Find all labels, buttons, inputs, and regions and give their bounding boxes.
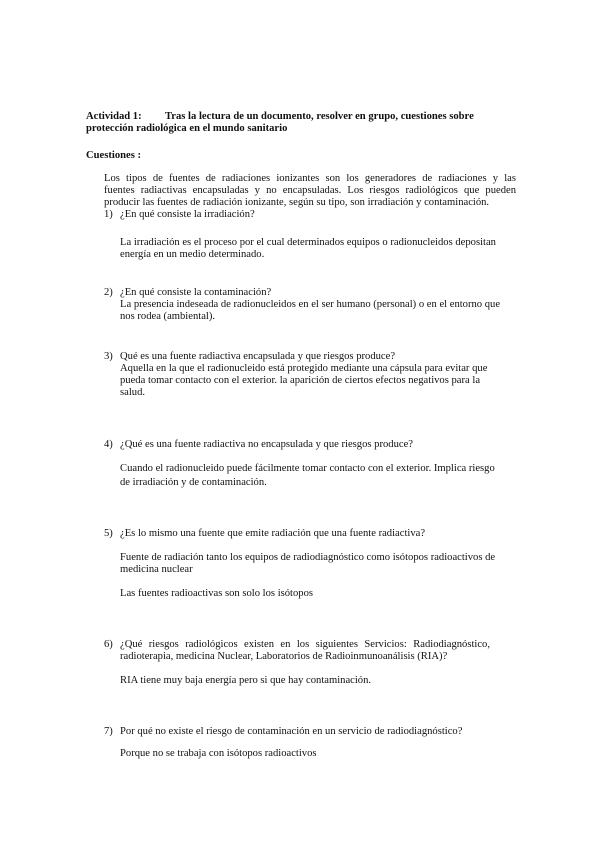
answer-line: de irradiación y de contaminación. — [120, 477, 267, 488]
answer-line: pueda tomar contacto con el exterior. la aparición de ciertos efectos negativos para la — [120, 375, 481, 386]
answer-line: Cuando el radionucleido puede fácilmente tomar contacto con el exterior. Implica riesgo — [120, 463, 495, 474]
question-number: 1) — [104, 209, 113, 220]
answer-line: La irradiación es el proceso por el cual determinados equipos o radionucleidos depositan — [120, 237, 496, 248]
answer-line: nos rodea (ambiental). — [120, 311, 216, 322]
answer-line: Fuente de radiación tanto los equipos de radiodiagnóstico como isótopos radioactivos de — [120, 552, 496, 563]
question-text: ¿Es lo mismo una fuente que emite radiación que una fuente radiactiva? — [120, 528, 426, 539]
question-text: Qué es una fuente radiactiva encapsulada y que riesgos produce? — [120, 351, 396, 362]
activity-label: Actividad 1: — [86, 111, 142, 122]
question-number: 6) — [104, 639, 113, 650]
question-text: ¿Qué es una fuente radiactiva no encapsulada y que riesgos produce? — [120, 439, 413, 450]
activity-title-line1: Tras la lectura de un documento, resolver en grupo, cuestiones sobre — [165, 111, 474, 122]
answer-line: salud. — [120, 387, 146, 398]
answer-line: energía en un medio determinado. — [120, 249, 265, 260]
question-text: ¿En qué consiste la irradiación? — [120, 209, 255, 220]
question-number: 3) — [104, 351, 113, 362]
question-text: ¿Qué riesgos radiológicos existen en los siguientes Servicios: Radiodiagnóstico, — [120, 639, 490, 650]
question-number: 4) — [104, 439, 113, 450]
answer-line: Porque no se trabaja con isótopos radioactivos — [120, 748, 317, 759]
question-number: 5) — [104, 528, 113, 539]
question-text: ¿En qué consiste la contaminación? — [120, 287, 272, 298]
answer-line: La presencia indeseada de radionucleidos en el ser humano (personal) o en el entorno que — [120, 299, 501, 310]
question-text-line2: radioterapia, medicina Nuclear, Laboratorios de Radioinmunoanálisis (RIA)? — [120, 651, 448, 662]
intro-line-1: Los tipos de fuentes de radiaciones ionizantes son los generadores de radiaciones y las — [104, 173, 516, 184]
question-number: 2) — [104, 287, 113, 298]
question-text: Por qué no existe el riesgo de contaminación en un servicio de radiodiagnóstico? — [120, 726, 463, 737]
intro-line-2: fuentes radiactivas encapsuladas y no encapsuladas. Los riesgos radiológicos que pueden — [104, 185, 516, 196]
question-number: 7) — [104, 726, 113, 737]
activity-title-line2: protección radiológica en el mundo sanitario — [86, 123, 288, 134]
answer-line: Aquella en la que el radionucleido está protegido mediante una cápsula para evitar que — [120, 363, 488, 374]
answer-line: Las fuentes radioactivas son solo los isótopos — [120, 588, 314, 599]
answer-line: medicina nuclear — [120, 564, 193, 575]
answer-line: RIA tiene muy baja energía pero si que hay contaminación. — [120, 675, 372, 686]
cuestiones-heading: Cuestiones : — [86, 150, 142, 161]
intro-line-3: producir las fuentes de radiación ionizante, según su tipo, son irradiación y contaminación. — [104, 197, 490, 208]
